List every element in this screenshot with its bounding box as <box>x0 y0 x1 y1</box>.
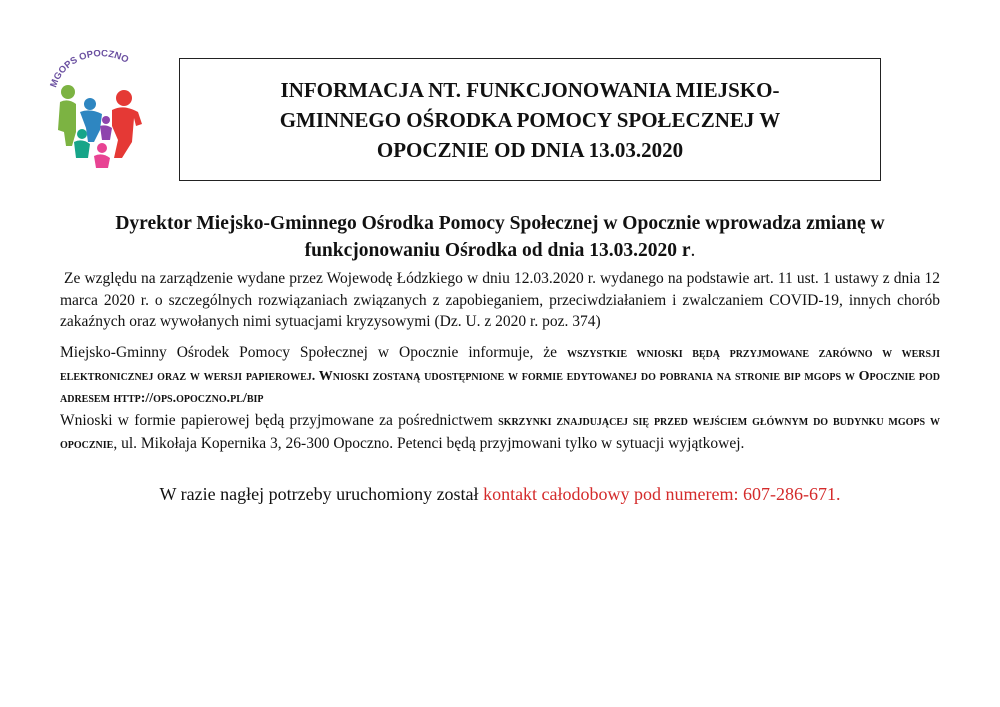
paragraph3-intro: Wnioski w formie papierowej będą przyjmowane za pośrednictwem <box>60 412 499 429</box>
page-title: INFORMACJA NT. FUNKCJONOWANIA MIEJSKO-GMINNEGO OŚRODKA POMOCY SPOŁECZNEJ W OPOCZNIE OD DNIA 13.03.2020 <box>279 77 781 162</box>
family-logo-graphic <box>46 50 152 170</box>
phone-contact: kontakt całodobowy pod numerem: 607-286-671. <box>483 484 841 504</box>
logo-text: MGOPS OPOCZNO <box>48 50 131 89</box>
paragraph-applications <box>60 342 940 410</box>
paragraph-legal-basis: Ze względu na zarządzenie wydane przez Wojewodę Łódzkiego w dniu 12.03.2020 r. wydanego na podstawie art. 11 ust. 1 ustawy z dnia 12 marca 2020 r. o szczególnych rozwiązaniach związanych z zapobieganiem, przeciwdziałaniem i zwalczaniem COVID-19, innych chorób zakaźnych oraz wywołanych nimi sytuacjami kryzysowymi (Dz. U. z 2020 r. poz. 374) <box>60 270 940 330</box>
lead-text: Dyrektor Miejsko-Gminnego Ośrodka Pomocy Społecznej w Opocznie wprowadza zmianę w funkcjonowaniu Ośrodka od dnia 13.03.2020 r <box>115 213 885 261</box>
paragraph-paper-applications <box>60 410 940 455</box>
lead-end: . <box>690 240 696 261</box>
paragraph3-outro: , ul. Mikołaja Kopernika 3, 26-300 Opoczno. Petenci będą przyjmowani tylko w sytuacji wyjątkowej. <box>113 434 745 452</box>
emergency-contact <box>60 482 940 506</box>
final-text: W razie nagłej potrzeby uruchomiony został <box>159 484 484 504</box>
paragraph2-intro: Miejsko-Gminny Ośrodek Pomocy Społecznej w Opocznie informuje, że <box>60 344 567 361</box>
mgops-logo <box>46 50 152 170</box>
lead-announcement <box>60 210 940 264</box>
title-box <box>179 58 881 181</box>
paragraph2-emphasis: wszystkie wnioski będą przyjmowane zarówno w wersji elektronicznej oraz w wersji papierowej. Wnioski zostaną udostępnione w formie edytowanej do pobrania na stronie bip mgops w Opocznie pod adresem http://ops.opoczno.pl/bip <box>60 346 940 406</box>
paragraph3-emphasis: skrzynki znajdującej się przed wejściem głównym do budynku mgops w opocznie <box>60 414 940 452</box>
